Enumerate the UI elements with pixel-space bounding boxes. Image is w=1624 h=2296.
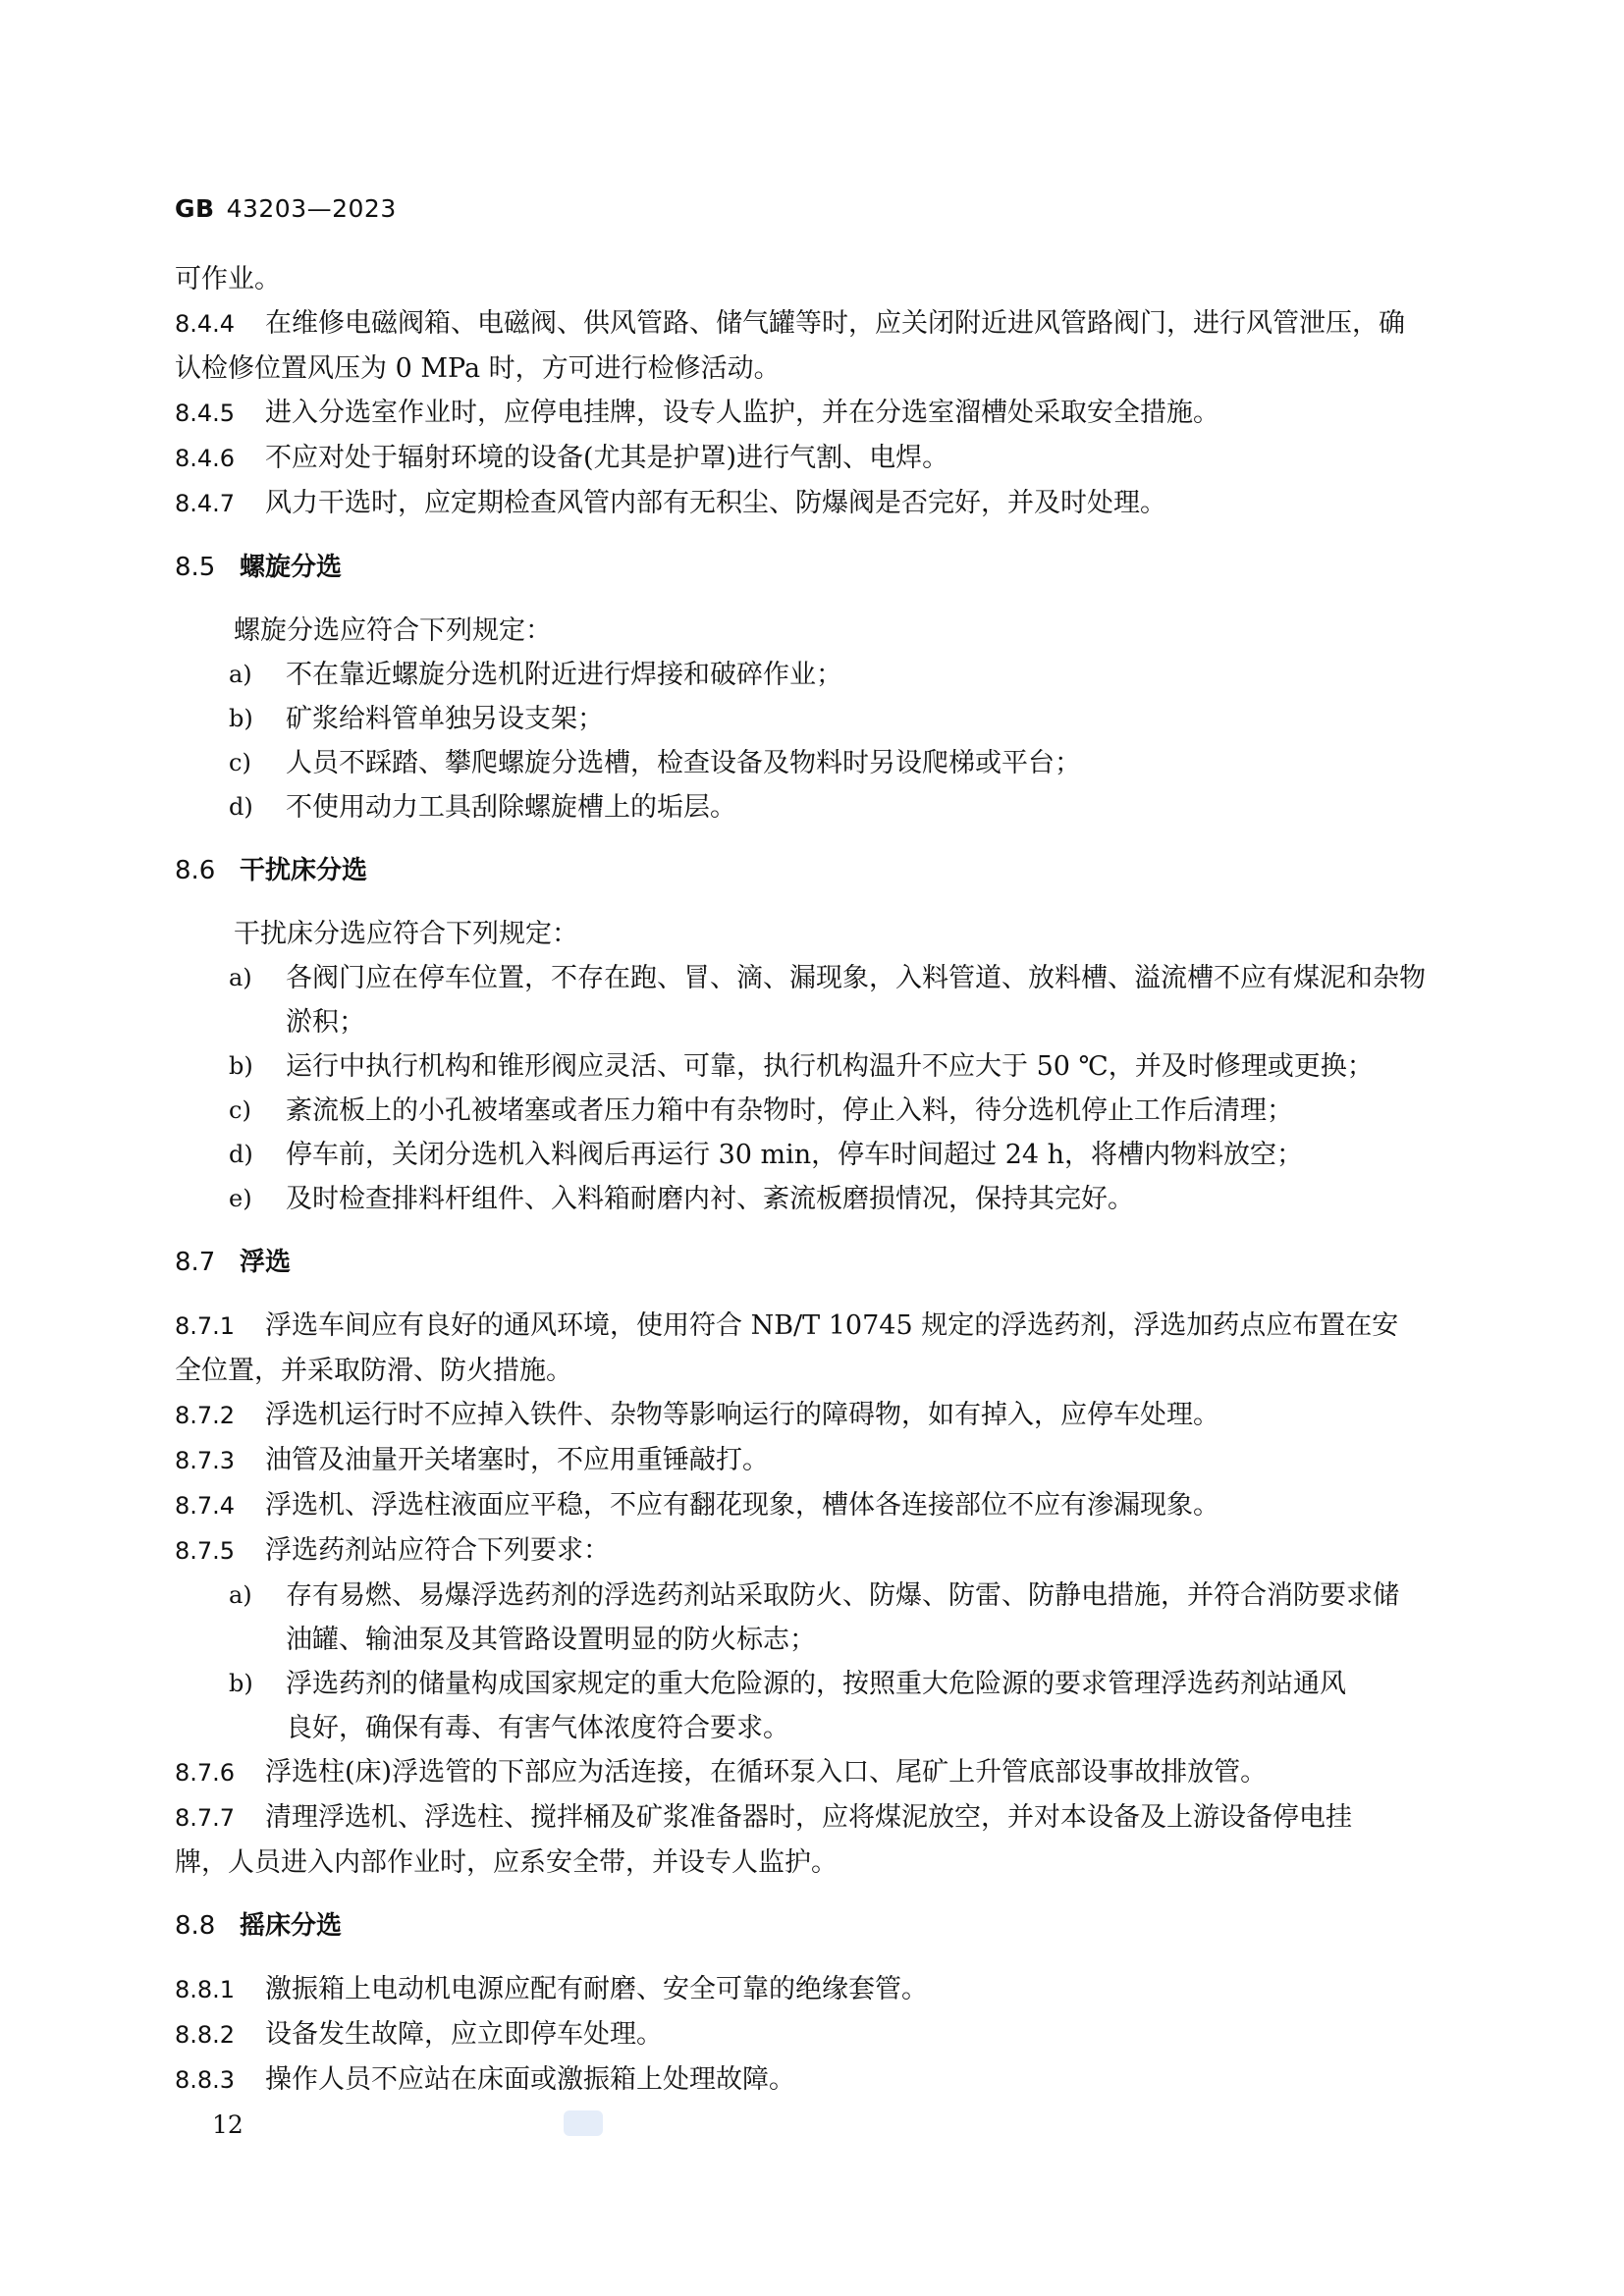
clause-number: 8.8.3 [175, 2066, 236, 2094]
section-number: 8.6 [175, 856, 216, 885]
list-marker: b) [229, 705, 253, 732]
list-item [175, 785, 1451, 829]
section-8-8-heading [175, 1906, 1451, 1946]
list-text: 运行中执行机构和锥形阀应灵活、可靠，执行机构温升不应大于 50 ℃，并及时修理或更换； [286, 1051, 1374, 1082]
clause-number: 8.4.5 [175, 400, 236, 427]
clause-text: 浮选药剂站应符合下列要求： [265, 1535, 610, 1566]
section-8-5-heading [175, 548, 1451, 587]
list-text: 不使用动力工具刮除螺旋槽上的垢层。 [286, 792, 736, 823]
section-title: 摇床分选 [240, 1911, 343, 1941]
clause-8-4-5 [175, 391, 1451, 436]
continuation-text: 可作业。 [175, 264, 281, 294]
list-text-line: 油罐、输油泵及其管路设置明显的防火标志； [286, 1625, 816, 1655]
list-text [286, 1574, 1451, 1662]
clause-8-8-3 [175, 2057, 1451, 2103]
list-text: 及时检查排料杆组件、入料箱耐磨内衬、紊流板磨损情况，保持其完好。 [286, 1184, 1134, 1214]
clause-8-7-3 [175, 1438, 1451, 1483]
clause-text: 浮选机、浮选柱液面应平稳，不应有翻花现象，槽体各连接部位不应有渗漏现象。 [265, 1490, 1219, 1521]
list-text-line: 存有易燃、易爆浮选药剂的浮选药剂站采取防火、防爆、防雷、防静电措施，并符合消防要求储 [286, 1580, 1399, 1611]
clause-8-4-6 [175, 436, 1451, 481]
section-8-6-heading [175, 851, 1451, 890]
clause-8-4-4 [175, 301, 1451, 347]
clause-number: 8.7.5 [175, 1537, 236, 1565]
clause-number: 8.4.6 [175, 445, 236, 472]
list-text-line: 各阀门应在停车位置，不存在跑、冒、滴、漏现象，入料管道、放料槽、溢流槽不应有煤泥和杂物 [286, 963, 1426, 993]
standard-number: 43203—2023 [226, 194, 397, 223]
list-item [175, 1177, 1451, 1221]
watermark-mark [564, 2110, 603, 2136]
clause-text: 浮选机运行时不应掉入铁件、杂物等影响运行的障碍物，如有掉入，应停车处理。 [265, 1400, 1219, 1430]
section-8-7-heading [175, 1243, 1451, 1282]
clause-8-8-1 [175, 1967, 1451, 2012]
clause-8-4-7 [175, 481, 1451, 526]
clause-text: 不应对处于辐射环境的设备(尤其是护罩)进行气割、电焊。 [265, 443, 949, 473]
list-text-line: 浮选药剂的储量构成国家规定的重大危险源的，按照重大危险源的要求管理浮选药剂站通风 [286, 1669, 1346, 1699]
list-marker: b) [229, 1052, 253, 1080]
list-text-line: 良好，确保有毒、有害气体浓度符合要求。 [286, 1713, 789, 1743]
list-text: 不在靠近螺旋分选机附近进行焊接和破碎作业； [286, 660, 842, 690]
clause-8-7-4 [175, 1483, 1451, 1528]
list-marker: a) [229, 964, 252, 991]
list-marker: c) [229, 1096, 251, 1124]
list-item [175, 956, 1451, 1044]
clause-number: 8.7.6 [175, 1759, 236, 1787]
list-text-line: 淤积； [286, 1007, 365, 1038]
clause-text: 浮选车间应有良好的通风环境，使用符合 NB/T 10745 规定的浮选药剂，浮选加药点应布置在安 [265, 1310, 1399, 1341]
section-number: 8.8 [175, 1911, 216, 1941]
clause-text: 浮选柱(床)浮选管的下部应为活连接，在循环泵入口、尾矿上升管底部设事故排放管。 [265, 1757, 1268, 1788]
list-item [175, 1133, 1451, 1177]
list-text: 人员不踩踏、攀爬螺旋分选槽，检查设备及物料时另设爬梯或平台； [286, 748, 1081, 778]
list-item [175, 653, 1451, 697]
section-title: 干扰床分选 [240, 856, 368, 885]
list-marker: a) [229, 661, 252, 688]
clause-8-8-2 [175, 2012, 1451, 2057]
list-marker: a) [229, 1581, 252, 1609]
clause-number: 8.4.7 [175, 490, 236, 517]
section-number: 8.7 [175, 1248, 216, 1277]
list-item [175, 1044, 1451, 1089]
section-title: 浮选 [240, 1248, 292, 1277]
list-text [286, 1662, 1451, 1750]
clause-8-7-5 [175, 1528, 1451, 1574]
clause-number: 8.7.4 [175, 1492, 236, 1520]
list-text: 矿浆给料管单独另设支架； [286, 704, 604, 734]
clause-text: 进入分选室作业时，应停电挂牌，设专人监护，并在分选室溜槽处采取安全措施。 [265, 398, 1219, 428]
clause-number: 8.8.1 [175, 1976, 236, 2003]
clause-8-7-6 [175, 1750, 1451, 1795]
list-text [286, 956, 1451, 1044]
list-text: 停车前，关闭分选机入料阀后再运行 30 min，停车时间超过 24 h，将槽内物料放空； [286, 1140, 1304, 1170]
section-number: 8.5 [175, 553, 216, 582]
standard-code: GB [175, 194, 215, 223]
clause-8-7-7 [175, 1795, 1451, 1841]
clause-text: 在维修电磁阀箱、电磁阀、供风管路、储气罐等时，应关闭附近进风管路阀门，进行风管泄压，确 [265, 308, 1405, 339]
clause-number: 8.7.3 [175, 1447, 236, 1474]
clause-text: 操作人员不应站在床面或激振箱上处理故障。 [265, 2064, 795, 2095]
clause-text: 激振箱上电动机电源应配有耐磨、安全可靠的绝缘套管。 [265, 1974, 928, 2004]
clause-8-7-2 [175, 1393, 1451, 1438]
page-number: 12 [212, 2110, 244, 2139]
clause-number: 8.4.4 [175, 310, 236, 338]
section-8-6-intro: 干扰床分选应符合下列规定： [234, 919, 578, 949]
section-8-5-intro: 螺旋分选应符合下列规定： [234, 615, 552, 646]
list-item [175, 1662, 1451, 1750]
clause-number: 8.7.2 [175, 1402, 236, 1429]
list-item [175, 697, 1451, 741]
list-text: 紊流板上的小孔被堵塞或者压力箱中有杂物时，停止入料，待分选机停止工作后清理； [286, 1095, 1293, 1126]
clause-8-4-4-cont: 认检修位置风压为 0 MPa 时，方可进行检修活动。 [175, 353, 781, 384]
list-marker: d) [229, 1141, 253, 1168]
clause-8-7-1-cont: 全位置，并采取防滑、防火措施。 [175, 1356, 572, 1386]
list-marker: c) [229, 749, 251, 776]
clause-8-7-7-cont: 牌，人员进入内部作业时，应系安全带，并设专人监护。 [175, 1847, 838, 1878]
clause-number: 8.7.1 [175, 1312, 236, 1340]
list-marker: e) [229, 1185, 252, 1212]
list-marker: d) [229, 793, 253, 821]
document-header [175, 194, 397, 223]
clause-number: 8.8.2 [175, 2021, 236, 2049]
clause-text: 清理浮选机、浮选柱、搅拌桶及矿浆准备器时，应将煤泥放空，并对本设备及上游设备停电挂 [265, 1802, 1352, 1833]
section-title: 螺旋分选 [240, 553, 343, 582]
page-content [175, 257, 1451, 2103]
list-item [175, 1574, 1451, 1662]
clause-8-7-1 [175, 1304, 1451, 1349]
list-marker: b) [229, 1670, 253, 1697]
clause-text: 风力干选时，应定期检查风管内部有无积尘、防爆阀是否完好，并及时处理。 [265, 488, 1166, 518]
list-item [175, 1089, 1451, 1133]
clause-text: 油管及油量开关堵塞时，不应用重锤敲打。 [265, 1445, 769, 1475]
clause-number: 8.7.7 [175, 1804, 236, 1832]
list-item [175, 741, 1451, 785]
clause-text: 设备发生故障，应立即停车处理。 [265, 2019, 663, 2050]
